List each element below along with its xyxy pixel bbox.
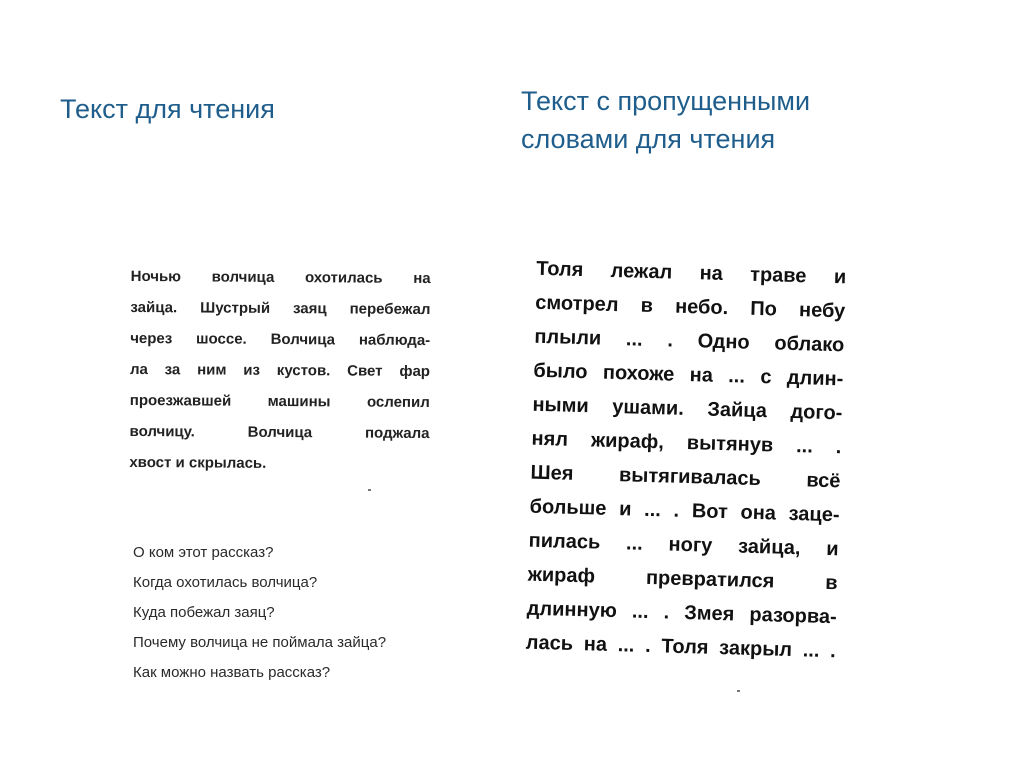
- gap-text-heading: [521, 82, 810, 158]
- gap-text-line: больше и ... . Вот она заце-: [529, 495, 840, 527]
- reading-text-line: волчицу. Волчица поджала: [129, 422, 430, 443]
- question-item: Почему волчица не поймала зайца?: [133, 634, 387, 651]
- reading-text-line: Ночью волчица охотилась на: [130, 267, 431, 288]
- gap-text-line: нял жираф, вытянув ... .: [531, 427, 842, 459]
- reading-text-heading: Текст для чтения: [60, 94, 275, 124]
- reading-text-line: хвост и скрылась.: [129, 453, 267, 472]
- question-item: Как можно назвать рассказ?: [133, 664, 331, 681]
- reading-text-line: через шоссе. Волчица наблюда-: [130, 329, 431, 350]
- gap-text-heading-line-2: словами для чтения: [521, 124, 776, 154]
- gap-text-line: лась на ... . Толя закрыл ... .: [525, 631, 837, 663]
- scan-speck: [368, 489, 371, 491]
- gap-text-line: смотрел в небо. По небу: [535, 291, 846, 323]
- gap-text-line: было похоже на ... с длин-: [533, 359, 844, 391]
- reading-text-line: проезжавшей машины ослепил: [129, 391, 430, 412]
- gap-text-line: Толя лежал на траве и: [535, 257, 847, 289]
- question-item: Куда побежал заяц?: [133, 604, 275, 621]
- gap-text-line: Шея вытягивалась всё: [530, 461, 841, 493]
- reading-text-line: ла за ним из кустов. Свет фар: [129, 360, 431, 381]
- gap-text-scan: [525, 252, 846, 668]
- question-item: О ком этот рассказ?: [133, 544, 274, 561]
- gap-text-line: длинную ... . Змея разорва-: [526, 597, 837, 629]
- gap-text-heading-line-1: Текст с пропущенными: [521, 86, 811, 116]
- gap-text-line: ными ушами. Зайца дого-: [532, 393, 843, 425]
- questions-list: [133, 538, 453, 688]
- gap-text-line: пилась ... ногу зайца, и: [528, 529, 839, 561]
- reading-text-scan: [129, 261, 431, 480]
- question-item: Когда охотилась волчица?: [133, 574, 318, 591]
- reading-text-line: зайца. Шустрый заяц перебежал: [130, 298, 431, 319]
- gap-text-line: плыли ... . Одно облако: [534, 325, 845, 357]
- scan-speck: [737, 690, 740, 692]
- gap-text-line: жираф превратился в: [527, 563, 838, 595]
